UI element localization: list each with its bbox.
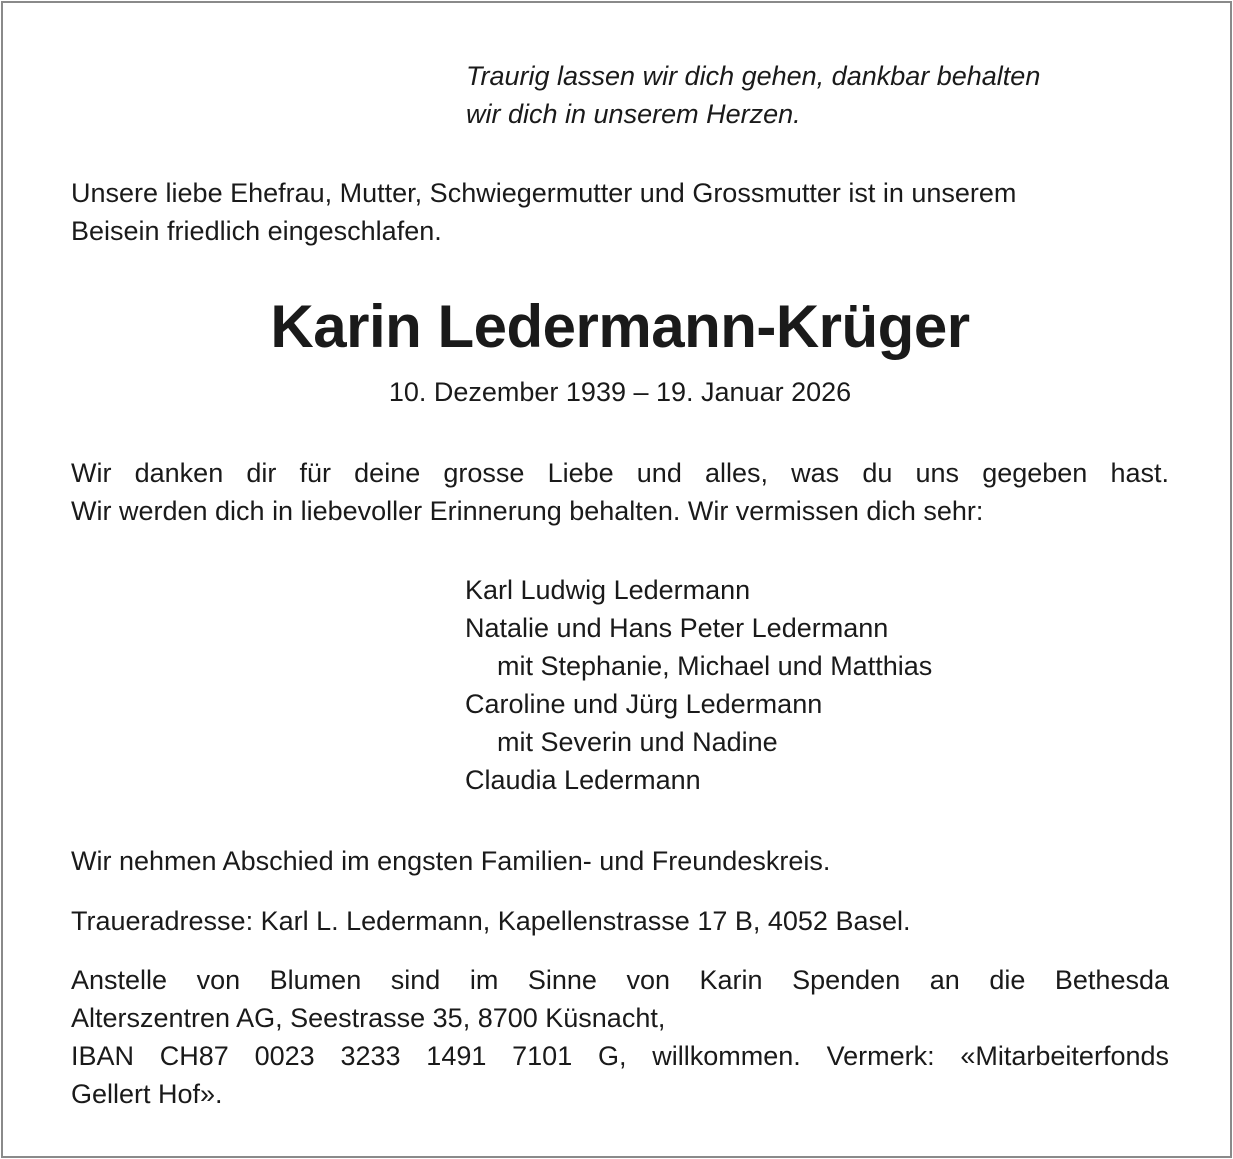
mourner-entry: Claudia Ledermann <box>465 765 701 795</box>
donation-note <box>71 961 1169 1113</box>
farewell-text: Wir nehmen Abschied im engsten Familien- und Freundeskreis. <box>71 846 831 876</box>
life-dates: 10. Dezember 1939 – 19. Januar 2026 <box>388 377 852 407</box>
intro-text <box>71 174 1169 250</box>
obituary-frame <box>1 1 1232 1158</box>
mourners-list <box>465 571 1165 799</box>
motto-line-1: Traurig lassen wir dich gehen, dankbar behalten <box>466 61 1041 91</box>
mourner-subentry: mit Severin und Nadine <box>497 727 778 757</box>
mourner-entry: Karl Ludwig Ledermann <box>465 575 751 605</box>
mourner-entry: Natalie und Hans Peter Ledermann <box>465 613 889 643</box>
thanks-line-2: Wir werden dich in liebevoller Erinnerung behalten. Wir vermissen dich sehr: <box>71 496 984 526</box>
thanks-line-1: Wir danken dir für deine grosse Liebe und alles, was du uns gegeben hast. <box>71 458 1169 488</box>
intro-line-1: Unsere liebe Ehefrau, Mutter, Schwiegermutter und Grossmutter ist in unserem <box>71 178 1017 208</box>
thanks-text <box>71 454 1169 530</box>
donation-line-3: IBAN CH87 0023 3233 1491 7101 G, willkommen. Vermerk: «Mitarbeiterfonds <box>71 1041 1169 1071</box>
motto-verse <box>466 57 1169 133</box>
mourner-subentry: mit Stephanie, Michael und Matthias <box>497 651 933 681</box>
donation-line-2: Alterszentren AG, Seestrasse 35, 8700 Küsnacht, <box>71 1003 666 1033</box>
deceased-name: Karin Ledermann-Krüger <box>270 293 970 360</box>
motto-line-2: wir dich in unserem Herzen. <box>466 99 801 129</box>
donation-line-4: Gellert Hof». <box>71 1079 223 1109</box>
mourner-entry: Caroline und Jürg Ledermann <box>465 689 823 719</box>
mourning-address: Traueradresse: Karl L. Ledermann, Kapellenstrasse 17 B, 4052 Basel. <box>71 906 911 936</box>
donation-line-1: Anstelle von Blumen sind im Sinne von Karin Spenden an die Bethesda <box>71 965 1169 995</box>
intro-line-2: Beisein friedlich eingeschlafen. <box>71 216 442 246</box>
